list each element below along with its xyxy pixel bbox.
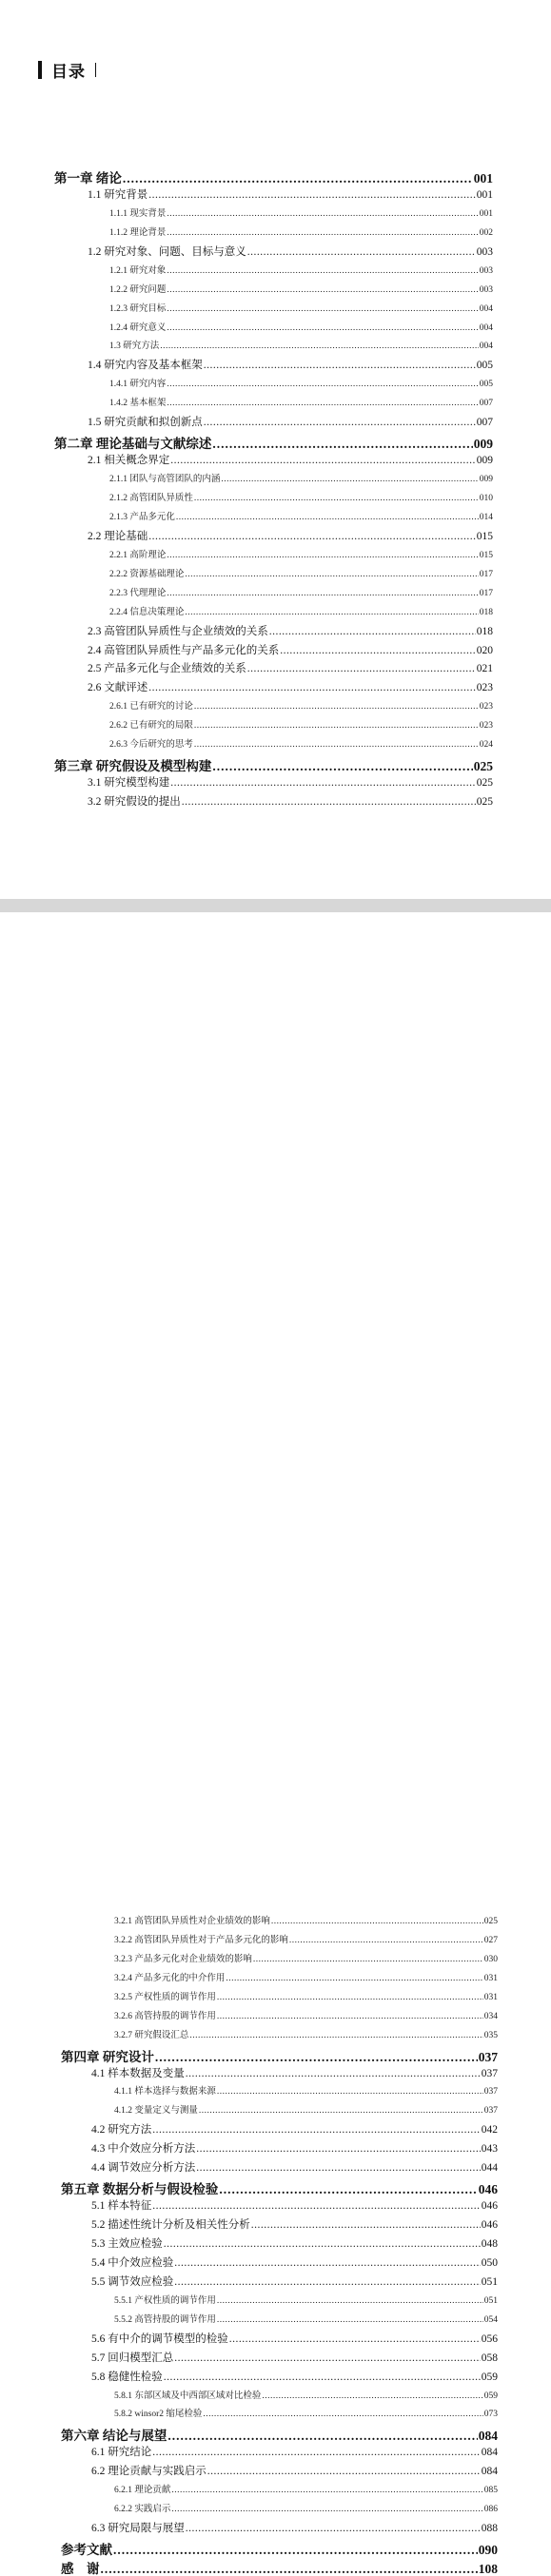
toc-entry-label: 2.4 高管团队异质性与产品多元化的关系 (88, 644, 280, 656)
toc-dot-leader (123, 171, 473, 185)
toc-dot-leader (204, 417, 476, 428)
toc-entry-label: 6.2 理论贡献与实践启示 (91, 2466, 207, 2478)
toc-dot-leader (217, 1993, 483, 2002)
toc-dot-leader (217, 2315, 483, 2325)
toc-dot-leader (167, 266, 478, 276)
toc-entry[interactable] (114, 2027, 498, 2045)
toc-entry[interactable] (109, 604, 493, 622)
toc-page-number: 088 (481, 2523, 498, 2535)
toc-entry[interactable] (114, 2312, 498, 2330)
toc-page-number: 007 (476, 417, 493, 429)
toc-page-number: 002 (479, 227, 493, 238)
toc-dot-leader (167, 285, 478, 295)
toc-page-number: 035 (483, 2030, 498, 2040)
toc-entry[interactable] (109, 566, 493, 584)
toc-dot-leader (194, 721, 479, 731)
toc-dot-leader (203, 2410, 482, 2419)
toc-dot-leader (280, 645, 476, 656)
toc-page-number: 084 (478, 2429, 498, 2444)
toc-dot-leader (253, 1955, 483, 1964)
toc-entry-label: 5.5 调节效应检验 (91, 2275, 174, 2288)
toc-entry[interactable] (114, 1913, 498, 1931)
toc-entry-label: 2.6.3 今后研究的思考 (109, 740, 193, 751)
toc-dot-leader (167, 323, 478, 333)
toc-page-number: 025 (476, 796, 493, 809)
toc-entry[interactable] (114, 2102, 498, 2120)
toc-entry[interactable] (114, 2482, 498, 2500)
toc-dot-leader (167, 589, 478, 598)
toc-entry[interactable] (114, 2293, 498, 2311)
toc-entry[interactable] (88, 774, 493, 792)
toc-entry-label: 第一章 绪论 (54, 171, 122, 185)
toc-entry[interactable] (88, 679, 493, 697)
toc-entry[interactable] (91, 2444, 498, 2462)
toc-entry[interactable] (88, 357, 493, 375)
toc-entry-label: 4.2 研究方法 (91, 2124, 152, 2137)
toc-dot-leader (247, 663, 476, 674)
toc-dot-leader (271, 1917, 483, 1926)
toc-entry[interactable] (109, 490, 493, 508)
toc-dot-leader (185, 608, 478, 617)
toc-entry-label: 5.3 主效应检验 (91, 2237, 163, 2250)
toc-dot-leader (164, 2371, 481, 2383)
toc-entry-label: 第二章 理论基础与文献综述 (54, 437, 212, 452)
toc-entry[interactable] (114, 2008, 498, 2026)
toc-dot-leader (217, 2012, 483, 2021)
toc-entry-label: 2.6.2 已有研究的局限 (109, 721, 193, 732)
toc-entry-label: 6.3 研究局限与展望 (91, 2523, 185, 2535)
toc-dot-leader (167, 209, 478, 219)
toc-dot-leader (101, 2562, 478, 2576)
toc-page-number: 015 (479, 550, 493, 560)
toc-entry[interactable] (61, 2558, 498, 2576)
toc-page-number: 048 (481, 2237, 498, 2250)
toc-entry[interactable] (109, 263, 493, 281)
toc-entry[interactable] (114, 1970, 498, 1988)
toc-entry-label: 5.4 中介效应检验 (91, 2256, 174, 2269)
toc-entry-label: 1.1.1 现实背景 (109, 208, 167, 219)
toc-entry[interactable] (54, 755, 493, 773)
toc-entry-label: 2.2.3 代理理论 (109, 588, 167, 598)
toc-entry[interactable] (109, 320, 493, 338)
toc-entry-label: 1.2.4 研究意义 (109, 322, 167, 333)
toc-dot-leader (152, 2447, 481, 2458)
toc-dot-leader (217, 2087, 483, 2097)
toc-dot-leader (174, 2257, 481, 2269)
toc-page-number: 073 (483, 2410, 498, 2420)
toc-entry-label: 参考文献 (61, 2543, 112, 2558)
toc-page-number: 004 (479, 303, 493, 314)
toc-entry-label: 2.1 相关概念界定 (88, 455, 170, 467)
header-accent-bar (38, 61, 42, 79)
toc-entry[interactable] (109, 698, 493, 716)
toc-entry[interactable] (88, 244, 493, 262)
toc-page-number: 004 (479, 322, 493, 333)
toc-entry[interactable] (91, 2520, 498, 2538)
toc-dot-leader (167, 380, 478, 389)
toc-entry[interactable] (61, 2046, 498, 2064)
toc-dot-leader (170, 455, 476, 466)
toc-entry[interactable] (109, 585, 493, 603)
toc-page-number: 001 (476, 188, 493, 201)
toc-page-number: 014 (479, 512, 493, 522)
toc-dot-leader (167, 304, 478, 314)
toc-entry-label: 第五章 数据分析与假设检验 (61, 2182, 219, 2197)
toc-entry[interactable] (91, 2463, 498, 2481)
toc-dot-leader (148, 531, 476, 542)
toc-entry[interactable] (91, 2197, 498, 2215)
toc-page-number: 009 (476, 455, 493, 467)
toc-entry-label: 5.5.2 高管持股的调节作用 (114, 2314, 216, 2325)
toc-page-number: 059 (481, 2371, 498, 2383)
toc-entry-label: 6.1 研究结论 (91, 2447, 152, 2459)
toc-page-number: 023 (476, 682, 493, 694)
toc-page-number: 001 (473, 171, 493, 185)
toc-entry[interactable] (91, 2121, 498, 2139)
toc-entry[interactable] (114, 1932, 498, 1950)
toc-page-number: 025 (476, 777, 493, 790)
toc-entry[interactable] (109, 736, 493, 754)
toc-entry[interactable] (88, 528, 493, 546)
toc-dot-leader (189, 2031, 482, 2040)
header-divider (95, 63, 96, 77)
toc-page-number: 050 (481, 2256, 498, 2269)
toc-page-number: 025 (483, 1917, 498, 1926)
toc-dot-leader (196, 2162, 481, 2174)
toc-dot-leader (269, 626, 476, 637)
toc-dot-leader (186, 2523, 481, 2534)
toc-page-number: 003 (479, 265, 493, 276)
toc-entry-label: 1.4 研究内容及基本框架 (88, 360, 203, 372)
toc-page-number: 037 (483, 2106, 498, 2117)
toc-page-number: 037 (481, 2067, 498, 2079)
toc-page-number: 015 (476, 530, 493, 542)
toc-dot-leader (164, 2238, 481, 2250)
document-page-2 (0, 912, 551, 2576)
toc-entry-label: 5.8 稳健性检验 (91, 2371, 163, 2383)
toc-entry-label: 2.1.1 团队与高管团队的内涵 (109, 475, 221, 485)
toc-page-number: 005 (476, 360, 493, 372)
toc-dot-leader (113, 2543, 478, 2557)
toc-dot-leader (247, 246, 476, 258)
toc-page-number: 058 (481, 2352, 498, 2364)
toc-entry-label: 1.1 研究背景 (88, 188, 148, 201)
toc-page-number: 004 (479, 342, 493, 352)
toc-entry-label: 2.2.2 资源基础理论 (109, 569, 185, 579)
toc-entry-label: 2.2.4 信息决策理论 (109, 607, 185, 617)
toc-dot-leader (176, 513, 479, 522)
toc-page-number: 046 (481, 2200, 498, 2213)
toc-entry[interactable] (109, 376, 493, 394)
toc-entry[interactable] (114, 2083, 498, 2101)
toc-dot-leader (152, 2200, 481, 2212)
toc-dot-leader (207, 2466, 481, 2477)
toc-entry-label: 5.7 回归模型汇总 (91, 2352, 174, 2364)
toc-entry-label: 2.6.1 已有研究的讨论 (109, 702, 193, 712)
toc-entry-label: 2.2 理论基础 (88, 530, 148, 542)
toc-page-number: 046 (481, 2219, 498, 2232)
toc-entry-label: 1.4.1 研究内容 (109, 380, 167, 390)
toc-page-number: 003 (479, 284, 493, 295)
toc-page-number: 023 (479, 702, 493, 712)
toc-entry-label: 5.2 描述性统计分析及相关性分析 (91, 2219, 250, 2232)
toc-entry[interactable] (88, 414, 493, 432)
toc-entry[interactable] (109, 509, 493, 527)
toc-entry[interactable] (114, 1989, 498, 2007)
toc-entry-label: 1.1.2 理论背景 (109, 227, 167, 238)
toc-entry-label: 4.4 调节效应分析方法 (91, 2162, 196, 2175)
toc-page-number: 086 (483, 2505, 498, 2515)
toc-entry-label: 1.5 研究贡献和拟创新点 (88, 417, 203, 429)
toc-page-number: 005 (479, 380, 493, 390)
toc-dot-leader (148, 189, 476, 201)
toc-page-number: 018 (479, 607, 493, 617)
toc-dot-leader (174, 2276, 481, 2288)
toc-page-number: 024 (479, 740, 493, 751)
toc-entry-label: 5.5.1 产权性质的调节作用 (114, 2295, 216, 2306)
page-separator (0, 899, 551, 912)
toc-dot-leader (262, 2391, 482, 2401)
toc-page-number: 017 (479, 588, 493, 598)
toc-entry-label: 2.6 文献评述 (88, 682, 148, 694)
toc-entry-label: 6.2.1 理论贡献 (114, 2486, 171, 2496)
toc-dot-leader (182, 796, 476, 808)
toc-dot-leader (219, 2182, 477, 2196)
toc-entry[interactable] (109, 717, 493, 735)
toc-page-number: 037 (478, 2049, 498, 2064)
toc-dot-leader (167, 228, 478, 238)
toc-entry[interactable] (91, 2159, 498, 2177)
toc-entry-label: 第六章 结论与展望 (61, 2429, 167, 2444)
toc-page-number: 084 (481, 2447, 498, 2459)
toc-dot-leader (194, 740, 479, 750)
toc-entry[interactable] (109, 395, 493, 413)
toc-page-number: 025 (473, 759, 493, 774)
toc-entry-label: 3.2.5 产权性质的调节作用 (114, 1992, 216, 2002)
toc-dot-leader (194, 494, 479, 503)
toc-page-number: 034 (483, 2011, 498, 2021)
document-page-1 (0, 0, 551, 899)
toc-entry[interactable] (91, 2140, 498, 2158)
toc-entry-label: 6.2.2 实践启示 (114, 2505, 171, 2515)
toc-entry[interactable] (88, 623, 493, 641)
toc-entry-label: 1.2.2 研究问题 (109, 284, 167, 295)
toc-entry[interactable] (54, 167, 493, 185)
toc-dot-leader (217, 2296, 483, 2306)
toc-page-number: 042 (481, 2124, 498, 2137)
toc-page-number: 010 (479, 493, 493, 503)
toc-dot-leader (167, 399, 478, 408)
toc-dot-leader (148, 682, 476, 693)
toc-entry[interactable] (91, 2274, 498, 2292)
toc-header (38, 59, 96, 80)
toc-entry-label: 1.2.1 研究对象 (109, 265, 167, 276)
toc-entry-label: 4.1 样本数据及变量 (91, 2067, 185, 2079)
toc-entry[interactable] (114, 1951, 498, 1969)
toc-page-number: 027 (483, 1935, 498, 1945)
toc-page-number: 021 (476, 663, 493, 675)
toc-entry-label: 3.2.4 产品多元化的中介作用 (114, 1973, 226, 1983)
toc-page-number: 009 (479, 475, 493, 485)
toc-entry-label: 5.8.1 东部区域及中西部区域对比检验 (114, 2391, 262, 2401)
toc-entry-label: 2.1.2 高管团队异质性 (109, 493, 193, 503)
toc-entry[interactable] (109, 224, 493, 243)
toc-entry-label: 第四章 研究设计 (61, 2049, 154, 2064)
toc-entry-label: 3.2.1 高管团队异质性对企业绩效的影响 (114, 1917, 270, 1926)
toc-entry[interactable] (109, 547, 493, 565)
toc-entry[interactable] (91, 2331, 498, 2349)
toc-page-number: 020 (476, 644, 493, 656)
toc-entry-label: 3.2 研究假设的提出 (88, 796, 181, 809)
toc-entry-label: 4.1.1 样本选择与数据来源 (114, 2087, 216, 2098)
toc-entry[interactable] (88, 186, 493, 205)
toc-dot-leader (186, 2068, 481, 2079)
toc-dot-leader (212, 437, 472, 451)
toc-page-number: 054 (483, 2314, 498, 2325)
toc-entry[interactable] (91, 2350, 498, 2368)
toc-entry[interactable] (88, 793, 493, 811)
toc-entry[interactable] (109, 205, 493, 224)
toc-entry-label: 1.3 研究方法 (109, 342, 160, 352)
toc-entry[interactable] (61, 2425, 498, 2443)
toc-entry-label: 3.2.2 高管团队异质性对于产品多元化的影响 (114, 1935, 288, 1945)
toc-entry[interactable] (109, 471, 493, 489)
toc-page-number: 108 (478, 2561, 498, 2576)
toc-entry[interactable] (114, 2406, 498, 2424)
toc-page-number: 051 (483, 2295, 498, 2306)
toc-entry-label: 5.8.2 winsor2 缩尾检验 (114, 2410, 203, 2420)
toc-page-number: 044 (481, 2162, 498, 2175)
toc-entry-label: 5.1 样本特征 (91, 2200, 152, 2213)
toc-entry-label: 感 谢 (61, 2561, 100, 2576)
toc-dot-leader (152, 2124, 481, 2136)
toc-dot-leader (171, 2505, 482, 2514)
toc-page-number: 003 (476, 245, 493, 258)
toc-dot-leader (221, 475, 478, 484)
toc-entry-label: 3.2.7 研究假设汇总 (114, 2030, 189, 2040)
toc-page-number: 090 (478, 2543, 498, 2558)
toc-entry[interactable] (109, 301, 493, 319)
toc-entry[interactable] (88, 642, 493, 660)
toc-entry[interactable] (114, 2501, 498, 2519)
toc-dot-leader (204, 360, 476, 371)
toc-dot-leader (170, 777, 476, 789)
toc-entry-label: 3.2.6 高管持股的调节作用 (114, 2011, 216, 2021)
toc-dot-leader (251, 2219, 481, 2231)
toc-page-number: 031 (483, 1973, 498, 1983)
toc-entry-label: 2.5 产品多元化与企业绩效的关系 (88, 663, 246, 675)
toc-dot-leader (229, 2333, 481, 2345)
toc-entry[interactable] (91, 2235, 498, 2254)
toc-page-number: 007 (479, 399, 493, 409)
toc-page-number: 017 (479, 569, 493, 579)
toc-entry[interactable] (109, 282, 493, 300)
toc-dot-leader (174, 2352, 481, 2364)
toc-page-number: 023 (479, 721, 493, 732)
toc-page-number: 084 (481, 2466, 498, 2478)
toc-dot-leader (171, 2486, 482, 2495)
toc-page-number: 043 (481, 2143, 498, 2156)
toc-page-number: 056 (481, 2332, 498, 2345)
toc-entry[interactable] (109, 338, 493, 356)
toc-entry-label: 5.6 有中介的调节模型的检验 (91, 2332, 228, 2345)
toc-entry[interactable] (88, 452, 493, 470)
toc-dot-leader (185, 570, 478, 579)
toc-dot-leader (199, 2106, 483, 2116)
toc-page-number: 085 (483, 2486, 498, 2496)
toc-page-number: 018 (476, 625, 493, 637)
toc-entry-label: 1.2.3 研究目标 (109, 303, 167, 314)
toc-dot-leader (167, 551, 478, 560)
toc-entry-label: 1.2 研究对象、问题、目标与意义 (88, 245, 246, 258)
toc-entry-label: 3.2.3 产品多元化对企业绩效的影响 (114, 1954, 252, 1964)
toc-entry[interactable] (91, 2254, 498, 2273)
toc-page-number: 031 (483, 1992, 498, 2002)
toc-page-number: 037 (483, 2087, 498, 2098)
toc-entry[interactable] (61, 2178, 498, 2196)
toc-entry-label: 第三章 研究假设及模型构建 (54, 759, 212, 774)
toc-page-number: 001 (479, 208, 493, 219)
toc-page-number: 046 (478, 2182, 498, 2197)
toc-page-number: 051 (481, 2275, 498, 2288)
toc-dot-leader (212, 759, 472, 773)
toc-dot-leader (160, 342, 478, 351)
toc-entry-label: 2.2.1 高阶理论 (109, 550, 167, 560)
toc-dot-leader (226, 1974, 482, 1983)
toc-dot-leader (194, 702, 479, 712)
toc-entry-label: 4.3 中介效应分析方法 (91, 2143, 196, 2156)
toc-entry-label: 2.3 高管团队异质性与企业绩效的关系 (88, 625, 268, 637)
toc-entry-label: 3.1 研究模型构建 (88, 777, 170, 790)
toc-entry-label: 4.1.2 变量定义与测量 (114, 2106, 198, 2117)
toc-dot-leader (155, 2050, 478, 2064)
toc-dot-leader (167, 2429, 477, 2443)
toc-entry[interactable] (91, 2369, 498, 2387)
toc-entry[interactable] (91, 2216, 498, 2234)
toc-entry-label: 1.4.2 基本框架 (109, 399, 167, 409)
toc-page-number: 059 (483, 2391, 498, 2401)
toc-entry[interactable] (88, 660, 493, 678)
toc-page-number: 030 (483, 1954, 498, 1964)
toc-entry[interactable] (114, 2388, 498, 2406)
toc-title: 目录 (51, 62, 86, 81)
toc-page-number: 009 (473, 437, 493, 452)
toc-entry-label: 2.1.3 产品多元化 (109, 512, 175, 522)
toc-entry[interactable] (91, 2065, 498, 2083)
toc-dot-leader (196, 2143, 481, 2155)
toc-dot-leader (289, 1936, 483, 1945)
toc-entry[interactable] (54, 433, 493, 451)
toc-entry[interactable] (61, 2539, 498, 2557)
